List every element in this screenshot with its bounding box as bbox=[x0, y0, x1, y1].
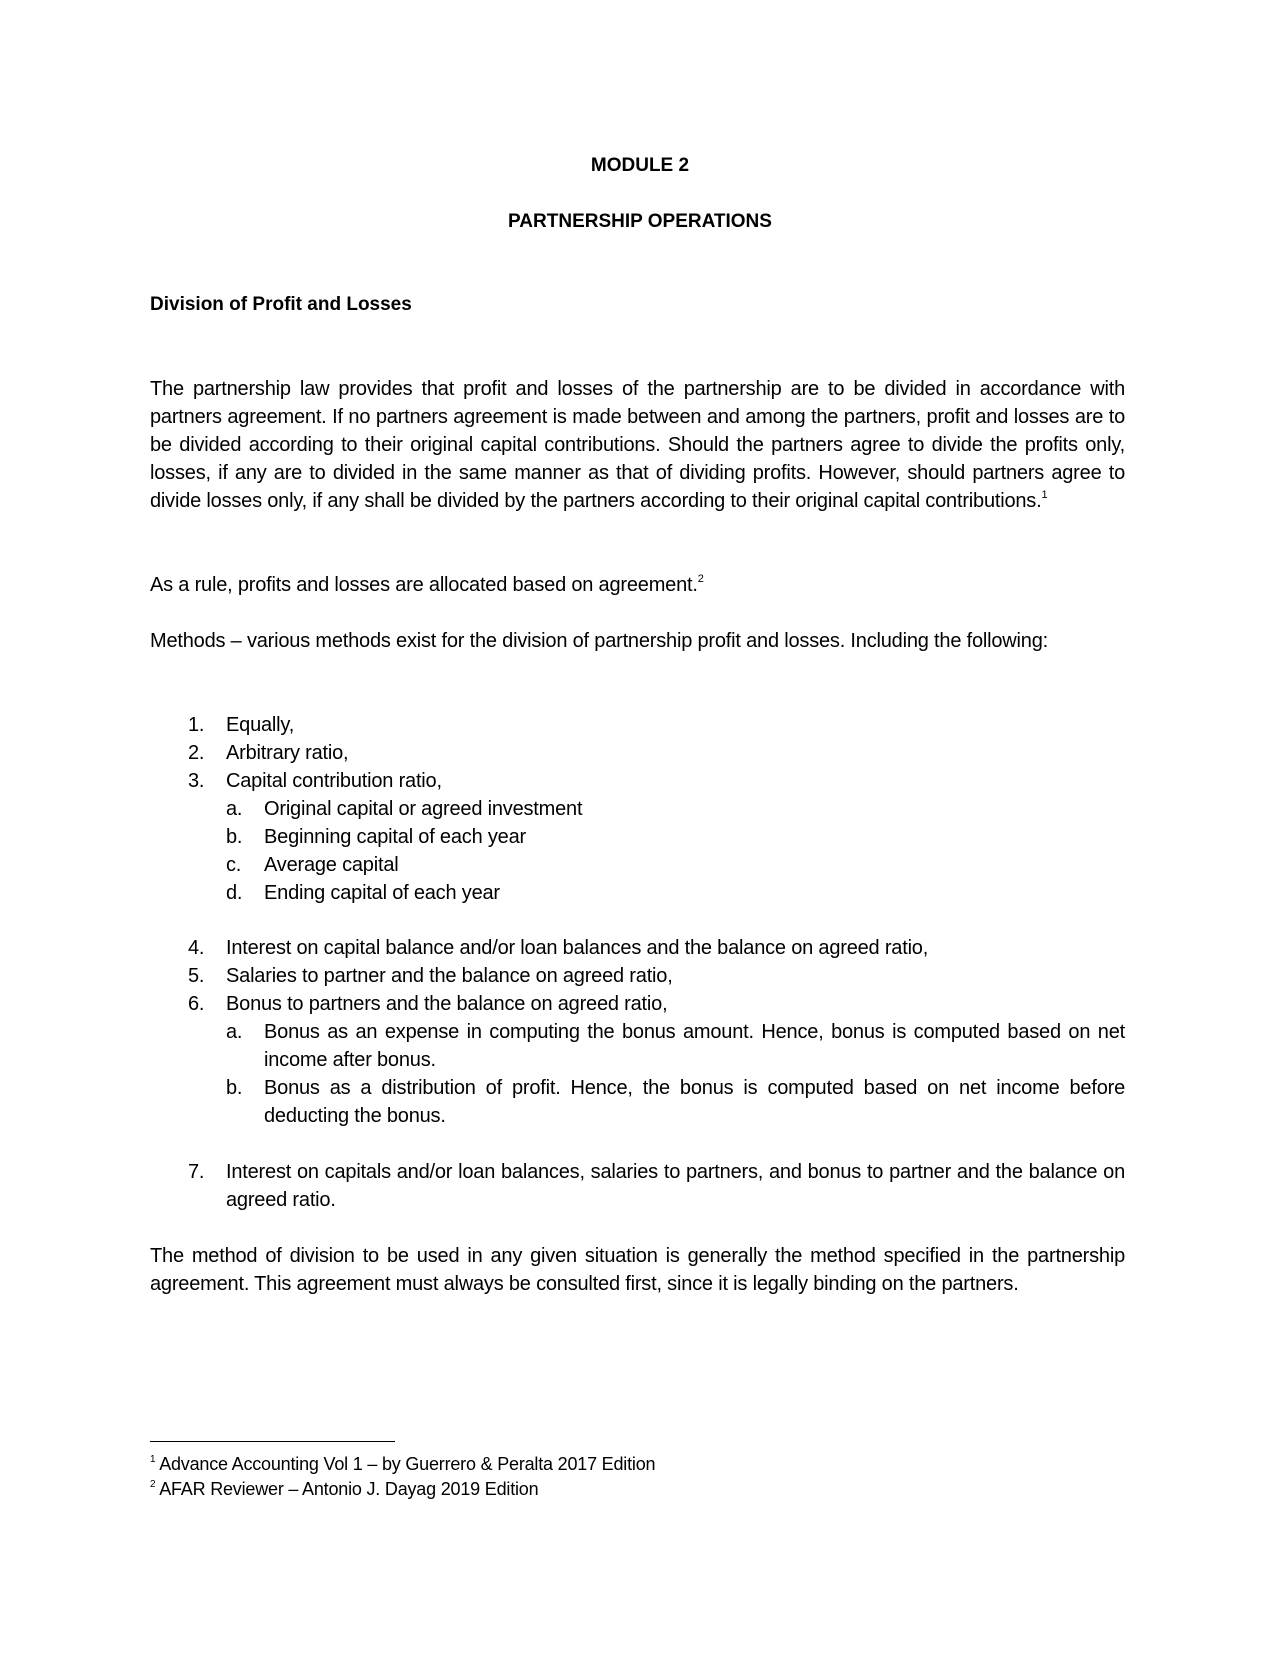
paragraph-rule bbox=[150, 571, 1125, 599]
list-item-text: Interest on capitals and/or loan balances, salaries to partners, and bonus to partner and the balance on agreed ratio. bbox=[226, 1161, 1125, 1211]
sub-list-item bbox=[150, 1074, 1125, 1130]
list-item bbox=[150, 767, 1125, 795]
list-item-text: Beginning capital of each year bbox=[264, 826, 526, 848]
module-number-heading: MODULE 2 bbox=[590, 155, 690, 176]
list-letter: a. bbox=[226, 1021, 243, 1043]
list-letter: b. bbox=[226, 1077, 243, 1099]
paragraph-text: As a rule, profits and losses are allocated based on agreement. bbox=[150, 574, 698, 596]
list-item bbox=[150, 711, 1125, 739]
footnote-mark: 1 bbox=[150, 1454, 156, 1465]
footnote-separator bbox=[150, 1441, 395, 1442]
list-letter: d. bbox=[226, 882, 243, 904]
list-item bbox=[150, 990, 1125, 1018]
footnote-text: Advance Accounting Vol 1 – by Guerrero & Peralta 2017 Edition bbox=[159, 1454, 656, 1474]
list-item-text: Equally, bbox=[226, 714, 295, 736]
list-item-text: Bonus as a distribution of profit. Hence, the bonus is computed based on net income before deducting the bonus. bbox=[264, 1077, 1125, 1127]
list-item-text: Bonus as an expense in computing the bonus amount. Hence, bonus is computed based on net income after bonus. bbox=[264, 1021, 1125, 1071]
paragraph-text: Methods – various methods exist for the division of partnership profit and losses. Including the following: bbox=[150, 630, 1048, 652]
list-item-text: Salaries to partner and the balance on agreed ratio, bbox=[226, 965, 673, 987]
paragraph-text: The partnership law provides that profit and losses of the partnership are to be divided in accordance with partners agreement. If no partners agreement is made between and among the partners, profit and losses are to be divided according to their original capital contributions. Should the partners agree to divide the profits only, losses, if any are to divided in the same manner as that of dividing profits. However, should partners agree to divide losses only, if any shall be divided by the partners according to their original capital contributions. bbox=[150, 378, 1125, 512]
list-letter: b. bbox=[226, 826, 243, 848]
list-item-text: Arbitrary ratio, bbox=[226, 742, 349, 764]
list-number: 1. bbox=[188, 714, 205, 736]
list-item bbox=[150, 1158, 1125, 1214]
list-item-text: Interest on capital balance and/or loan balances and the balance on agreed ratio, bbox=[226, 937, 929, 959]
methods-list-part-2 bbox=[150, 934, 1125, 1130]
paragraph-text: The method of division to be used in any given situation is generally the method specified in the partnership agreement. This agreement must always be consulted first, since it is legally binding on the partners. bbox=[150, 1245, 1125, 1295]
sub-list-item bbox=[150, 851, 1125, 879]
list-item bbox=[150, 934, 1125, 962]
list-letter: a. bbox=[226, 798, 243, 820]
section-heading: Division of Profit and Losses bbox=[150, 294, 412, 315]
methods-list-part-1 bbox=[150, 711, 1125, 907]
list-number: 6. bbox=[188, 993, 205, 1015]
footnote-reference: 1 bbox=[1041, 489, 1048, 501]
paragraph-methods-intro bbox=[150, 627, 1125, 655]
list-item-text: Average capital bbox=[264, 854, 399, 876]
list-number: 5. bbox=[188, 965, 205, 987]
footnote-text: AFAR Reviewer – Antonio J. Dayag 2019 Edition bbox=[159, 1479, 539, 1499]
footnote-mark: 2 bbox=[150, 1479, 156, 1490]
list-item bbox=[150, 962, 1125, 990]
list-number: 2. bbox=[188, 742, 205, 764]
sub-list-item bbox=[150, 823, 1125, 851]
list-number: 4. bbox=[188, 937, 205, 959]
footnote-2 bbox=[150, 1477, 1050, 1502]
module-title-heading: PARTNERSHIP OPERATIONS bbox=[508, 211, 772, 232]
methods-list-part-3 bbox=[150, 1158, 1125, 1214]
list-item-text: Ending capital of each year bbox=[264, 882, 500, 904]
list-item-text: Original capital or agreed investment bbox=[264, 798, 583, 820]
footnote-reference: 2 bbox=[697, 573, 704, 585]
list-item bbox=[150, 739, 1125, 767]
list-item-text: Capital contribution ratio, bbox=[226, 770, 442, 792]
paragraph-method-of-division bbox=[150, 1242, 1125, 1298]
footnote-1 bbox=[150, 1452, 1050, 1477]
footnotes bbox=[150, 1452, 1050, 1502]
paragraph-partnership-law bbox=[150, 375, 1125, 515]
sub-list-item bbox=[150, 795, 1125, 823]
list-item-text: Bonus to partners and the balance on agreed ratio, bbox=[226, 993, 668, 1015]
sub-list-item bbox=[150, 879, 1125, 907]
list-number: 3. bbox=[188, 770, 205, 792]
list-number: 7. bbox=[188, 1161, 205, 1183]
sub-list-item bbox=[150, 1018, 1125, 1074]
list-letter: c. bbox=[226, 854, 242, 876]
